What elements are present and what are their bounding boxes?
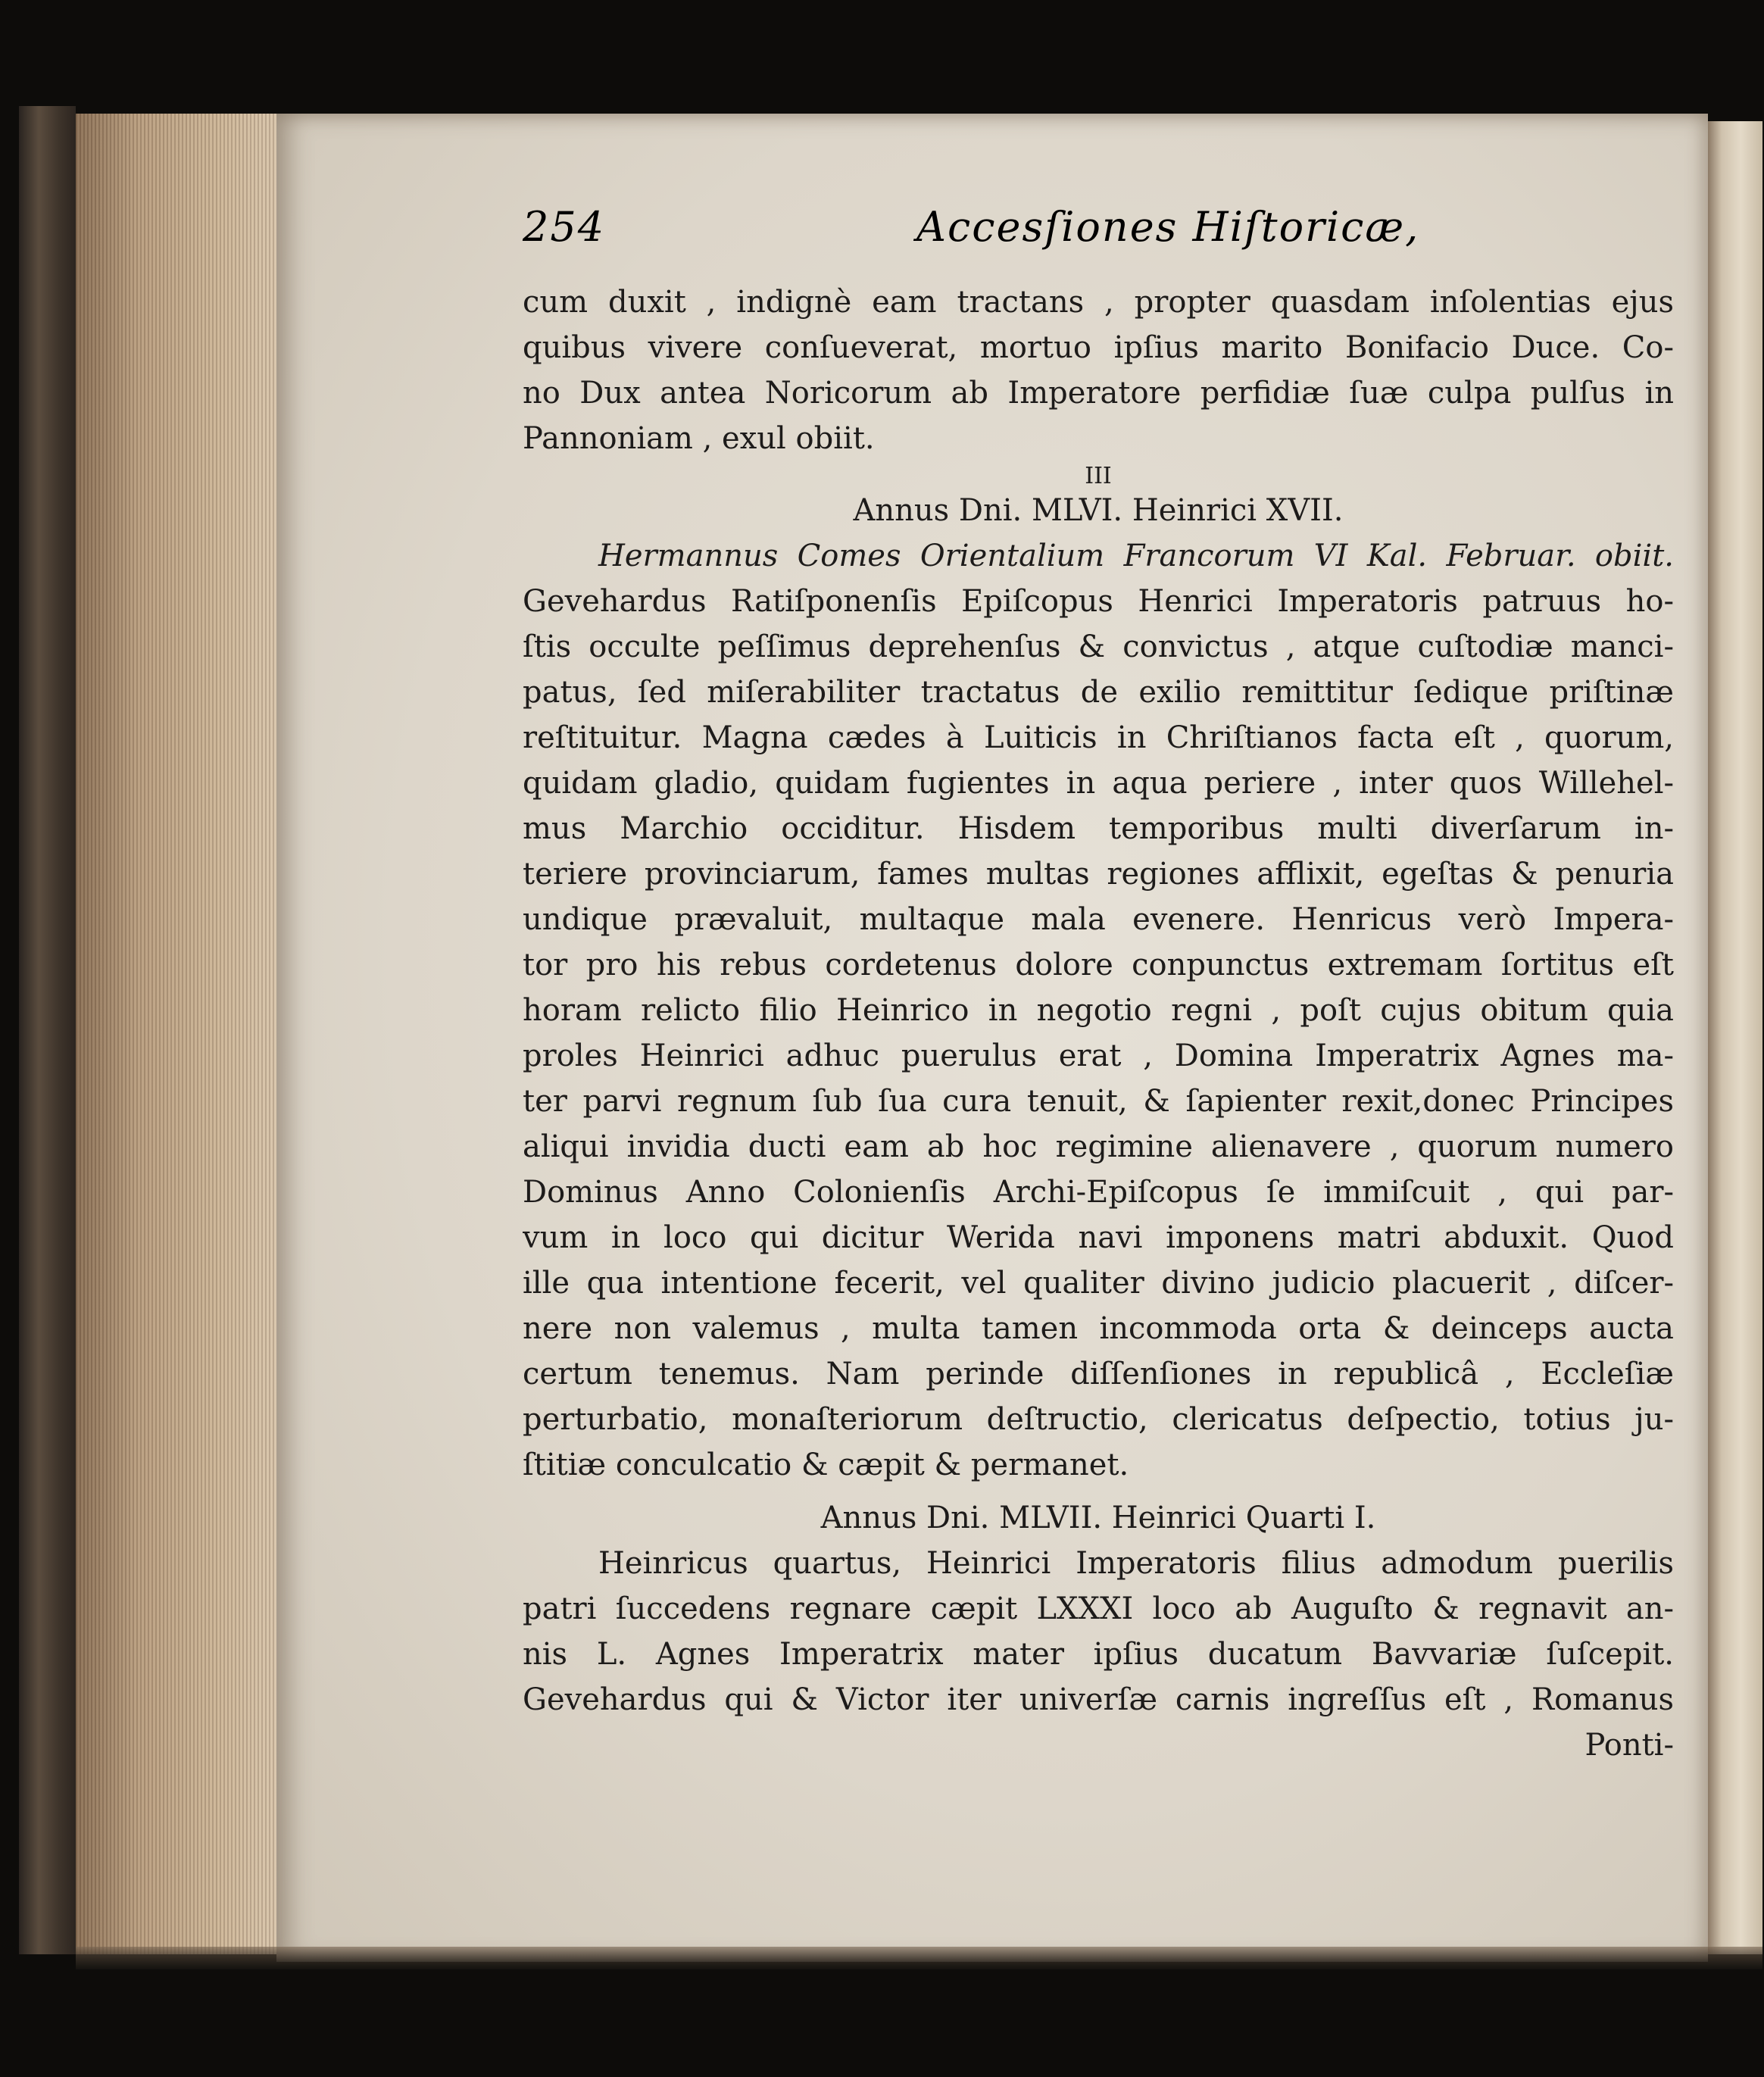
text-line: quidam gladio, quidam fugientes in aqua periere , inter quos Willehel- <box>523 766 1674 801</box>
year-heading: Annus Dni. MLVI. Heinrici XVII. <box>853 493 1344 528</box>
running-head: Accesſiones Hiſtoricæ, <box>916 203 1420 251</box>
text-line: aliqui invidia ducti eam ab hoc regimine alienavere , quorum numero <box>523 1129 1674 1164</box>
text-line: certum tenemus. Nam perinde diſſenſiones in republicâ , Eccleſiæ <box>523 1357 1674 1391</box>
text-line: tor pro his rebus cordetenus dolore conpunctus extremam ſortitus eſt <box>523 948 1674 982</box>
year-heading: Annus Dni. MLVII. Heinrici Quarti I. <box>820 1501 1376 1535</box>
facing-page-edge <box>1708 121 1762 1954</box>
text-line: perturbatio, monaſteriorum deſtructio, clericatus deſpectio, totius ju- <box>523 1402 1674 1437</box>
page-number: 254 <box>523 203 606 251</box>
text-line: teriere provinciarum, fames multas regiones afflixit, egeſtas & penuria <box>523 857 1674 892</box>
text-line: mus Marchio occiditur. Hisdem temporibus multi diverſarum in- <box>523 811 1674 846</box>
text-line: nere non valemus , multa tamen incommoda orta & deinceps aucta <box>523 1311 1674 1346</box>
page-edges <box>76 114 280 1954</box>
text-line: ille qua intentione fecerit, vel qualiter divino judicio placuerit , diſcer- <box>523 1266 1674 1301</box>
text-line: no Dux antea Noricorum ab Imperatore perfidiæ ſuæ culpa pulſus in <box>523 376 1674 411</box>
text-line: Gevehardus qui & Victor iter univerſæ carnis ingreſſus eſt , Romanus <box>523 1682 1674 1717</box>
text-line: undique prævaluit, multaque mala evenere. Henricus verò Impera- <box>523 902 1674 937</box>
page-header <box>523 203 1674 264</box>
text-line: cum duxit , indignè eam tractans , propter quasdam inſolentias ejus <box>523 285 1674 320</box>
text-line: Dominus Anno Colonienſis Archi-Epiſcopus ſe immiſcuit , qui par- <box>523 1175 1674 1210</box>
text-line: Hermannus Comes Orientalium Francorum VI Kal. Februar. obiit. <box>598 539 1674 573</box>
text-line: vum in loco qui dicitur Werida navi imponens matri abduxit. Quod <box>523 1220 1674 1255</box>
catchword: Ponti- <box>1584 1728 1674 1763</box>
text-line: ſtis occulte peſſimus deprehenſus & convictus , atque cuſtodiæ manci- <box>523 629 1674 664</box>
book-bottom-shadow <box>76 1947 1762 1969</box>
text-line: reſtituitur. Magna cædes à Luiticis in Chriſtianos facta eſt , quorum, <box>523 720 1674 755</box>
text-line: patus, ſed miſerabiliter tractatus de exilio remittitur ſedique priſtinæ <box>523 675 1674 710</box>
book-cover-edge <box>19 106 76 1954</box>
text-line: horam relicto filio Heinrico in negotio regni , poſt cujus obitum quia <box>523 993 1674 1028</box>
marginal-number: III <box>1085 463 1112 489</box>
text-line: nis L. Agnes Imperatrix mater ipſius ducatum Bavvariæ ſuſcepit. <box>523 1637 1674 1672</box>
text-line: quibus vivere conſueverat, mortuo ipſius marito Bonifacio Duce. Co- <box>523 330 1674 365</box>
text-line: Gevehardus Ratiſponenſis Epiſcopus Henrici Imperatoris patruus ho- <box>523 584 1674 619</box>
text-line: proles Heinrici adhuc puerulus erat , Domina Imperatrix Agnes ma- <box>523 1038 1674 1073</box>
text-line: ſtitiæ conculcatio & cæpit & permanet. <box>523 1448 1129 1482</box>
text-line: Heinricus quartus, Heinrici Imperatoris filius admodum puerilis <box>598 1546 1674 1581</box>
text-line: ter parvi regnum ſub ſua cura tenuit, & ſapienter rexit,donec Principes <box>523 1084 1674 1119</box>
text-line: Pannoniam , exul obiit. <box>523 421 875 456</box>
text-line: patri ſuccedens regnare cæpit LXXXI loco ab Auguſto & regnavit an- <box>523 1591 1674 1626</box>
